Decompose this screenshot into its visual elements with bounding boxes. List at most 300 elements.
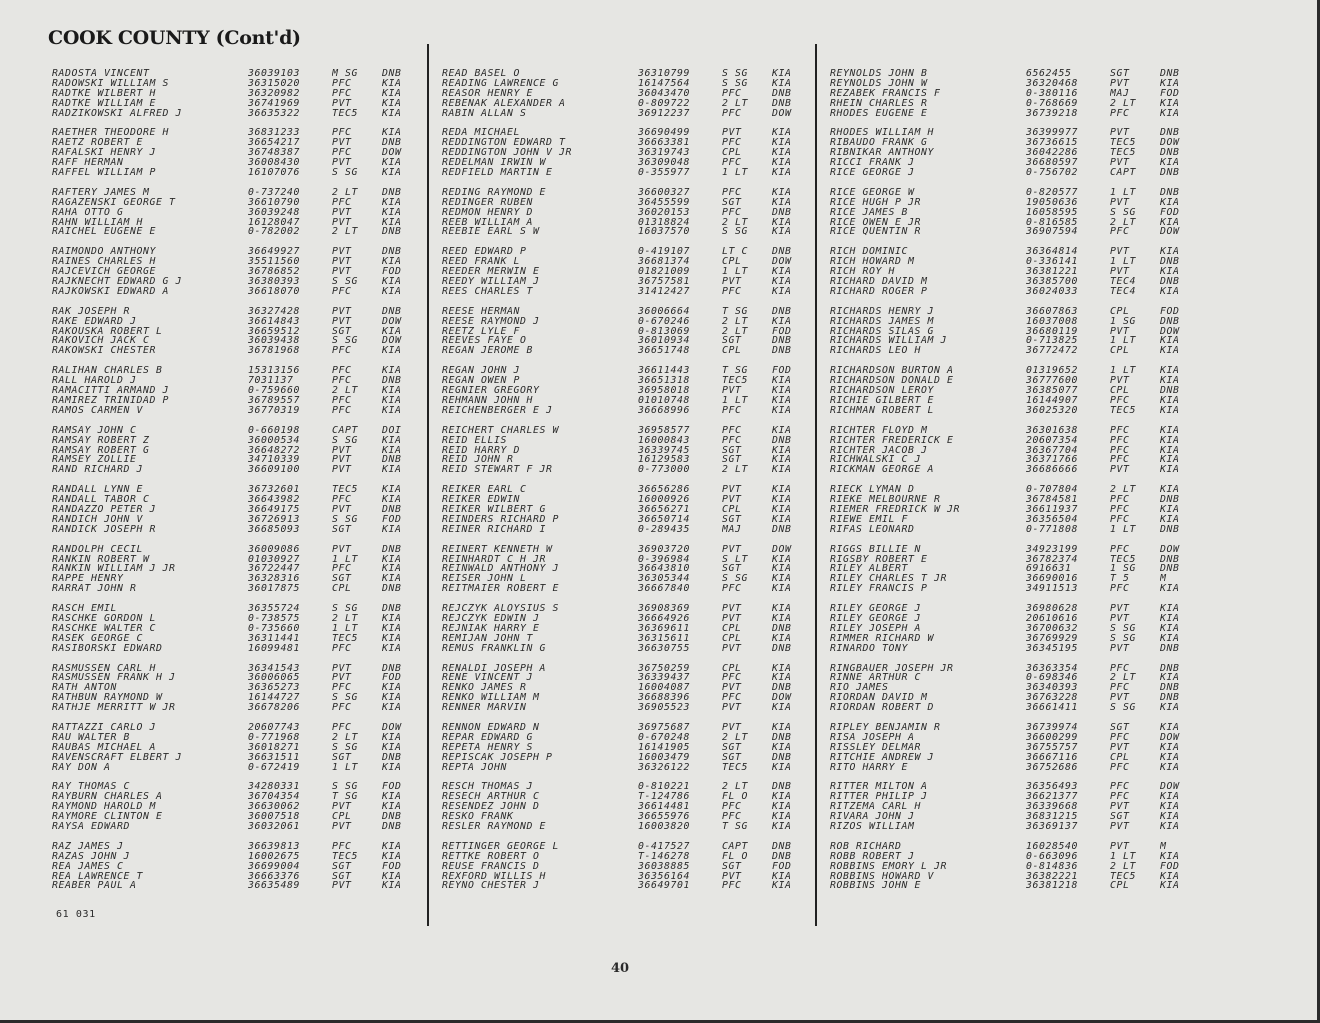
rank: PVT: [722, 604, 742, 614]
roster-entry: [52, 852, 422, 862]
rank: S SG: [332, 435, 358, 446]
rank: S SG: [1110, 623, 1136, 634]
column-divider: [815, 44, 817, 926]
soldier-name: RICE HUGH P JR: [830, 197, 921, 208]
soldier-name: REIKER EDWIN: [442, 495, 520, 505]
rank: PFC: [722, 207, 742, 218]
serial-number: 36643982: [248, 495, 300, 505]
serial-number: 36912237: [638, 108, 690, 119]
serial-number: 36310799: [638, 69, 690, 79]
status: DNB: [1160, 168, 1180, 178]
status: KIA: [772, 286, 792, 297]
rank: 2 LT: [722, 465, 748, 476]
roster-entry: [442, 79, 812, 89]
entry-group: [52, 485, 422, 534]
rank: PVT: [1110, 802, 1130, 813]
status: DNB: [1160, 128, 1180, 139]
rank: CAPT: [1110, 168, 1136, 178]
rank: PFC: [332, 703, 352, 713]
soldier-name: RHODES WILLIAM H: [830, 128, 934, 139]
roster-entry: [830, 664, 1200, 674]
serial-number: 0-670248: [638, 732, 690, 743]
serial-number: 16003479: [638, 752, 690, 763]
serial-number: 36618070: [248, 286, 300, 297]
soldier-name: RISSLEY DELMAR: [830, 742, 921, 753]
entry-group: [442, 366, 812, 415]
serial-number: 36648272: [248, 445, 300, 456]
roster-entry: [830, 386, 1200, 396]
rank: PFC: [1110, 108, 1130, 119]
entry-group: [52, 545, 422, 594]
status: KIA: [382, 485, 402, 496]
rank: TEC5: [332, 485, 358, 496]
roster-entry: [830, 168, 1200, 178]
roster-entry: [830, 69, 1200, 79]
soldier-name: RIORDAN ROBERT D: [830, 703, 934, 713]
serial-number: 20607743: [248, 722, 300, 733]
serial-number: 36630755: [638, 643, 690, 654]
rank: PFC: [722, 881, 742, 892]
status: FOD: [772, 366, 792, 377]
serial-number: 36786852: [248, 267, 300, 278]
status: KIA: [772, 564, 792, 575]
roster-entry: [52, 168, 422, 178]
soldier-name: REICHERT CHARLES W: [442, 425, 559, 436]
serial-number: 36385700: [1026, 277, 1078, 287]
status: KIA: [1160, 286, 1180, 297]
soldier-name: RAYBURN CHARLES A: [52, 792, 163, 803]
soldier-name: RAMSAY ROBERT G: [52, 445, 150, 456]
serial-number: 36649175: [248, 504, 300, 515]
roster-entry: [830, 545, 1200, 555]
rank: PFC: [722, 673, 742, 684]
soldier-name: RHEIN CHARLES R: [830, 98, 928, 109]
roster-entry: [830, 158, 1200, 168]
rank: PFC: [722, 584, 742, 595]
status: KIA: [772, 792, 792, 803]
roster-entry: [830, 376, 1200, 386]
entry-group: [442, 604, 812, 653]
soldier-name: RENE VINCENT J: [442, 673, 533, 684]
serial-number: 16000843: [638, 435, 690, 446]
soldier-name: REED FRANK L: [442, 257, 520, 268]
rank: PFC: [332, 78, 352, 89]
soldier-name: RAICHEL EUGENE E: [52, 227, 156, 238]
rank: 2 LT: [1110, 217, 1136, 228]
status: DOW: [772, 544, 792, 555]
entry-group: [830, 485, 1200, 534]
serial-number: 36663376: [248, 871, 300, 882]
soldier-name: RITO HARRY E: [830, 762, 908, 773]
roster-entry: [52, 881, 422, 891]
soldier-name: REETZ LYLE F: [442, 326, 520, 337]
roster-entry: [830, 624, 1200, 634]
status: DNB: [772, 782, 792, 793]
roster-entry: [442, 802, 812, 812]
rank: PVT: [1110, 613, 1130, 624]
serial-number: 36600327: [638, 187, 690, 198]
roster-entry: [830, 267, 1200, 277]
rank: PVT: [332, 247, 352, 258]
serial-number: 0-417527: [638, 841, 690, 852]
roster-entry: [830, 782, 1200, 792]
soldier-name: ROBBINS JOHN E: [830, 881, 921, 892]
status: KIA: [382, 643, 402, 654]
status: KIA: [1160, 881, 1180, 892]
soldier-name: RIMMER RICHARD W: [830, 633, 934, 644]
serial-number: 36690499: [638, 128, 690, 139]
rank: 1 LT: [332, 623, 358, 634]
soldier-name: REEVES FAYE O: [442, 336, 527, 347]
status: KIA: [382, 564, 402, 575]
serial-number: 36305344: [638, 574, 690, 585]
roster-entry: [52, 584, 422, 594]
serial-number: 36748387: [248, 148, 300, 159]
roster-entry: [52, 802, 422, 812]
roster-entry: [442, 872, 812, 882]
serial-number: 0-396984: [638, 554, 690, 565]
rank: SGT: [332, 752, 352, 763]
rank: PVT: [1110, 247, 1130, 258]
soldier-name: RIBAUDO FRANK G: [830, 138, 928, 149]
status: DOW: [1160, 732, 1180, 743]
soldier-name: RILEY ALBERT: [830, 564, 908, 575]
soldier-name: RITZEMA CARL H: [830, 802, 921, 813]
serial-number: 36038885: [638, 861, 690, 872]
status: DNB: [1160, 386, 1180, 396]
soldier-name: REXFORD WILLIS H: [442, 871, 546, 882]
serial-number: 20610616: [1026, 613, 1078, 624]
status: DOI: [382, 425, 402, 436]
page-title: COOK COUNTY (Cont'd): [48, 27, 301, 49]
rank: M SG: [332, 69, 358, 79]
soldier-name: RADTKE WILLIAM E: [52, 98, 156, 109]
serial-number: 36018271: [248, 742, 300, 753]
roster-entry: [442, 366, 812, 376]
roster-entry: [442, 812, 812, 822]
serial-number: 16099481: [248, 643, 300, 654]
serial-number: 16129583: [638, 455, 690, 466]
serial-number: 36315611: [638, 633, 690, 644]
roster-entry: [442, 406, 812, 416]
status: KIA: [772, 227, 792, 238]
roster-entry: [52, 138, 422, 148]
serial-number: 0-771968: [248, 732, 300, 743]
roster-entry: [830, 862, 1200, 872]
roster-entry: [830, 852, 1200, 862]
soldier-name: RILEY FRANCIS P: [830, 584, 928, 595]
roster-entry: [52, 763, 422, 773]
status: DNB: [382, 752, 402, 763]
serial-number: 16037008: [1026, 316, 1078, 327]
roster-entry: [830, 693, 1200, 703]
status: FOD: [382, 782, 402, 793]
serial-number: 01319652: [1026, 366, 1078, 377]
roster-entry: [52, 792, 422, 802]
rank: 2 LT: [1110, 98, 1136, 109]
rank: PFC: [1110, 495, 1130, 505]
serial-number: 36905523: [638, 703, 690, 713]
status: KIA: [772, 673, 792, 684]
status: DNB: [1160, 148, 1180, 159]
roster-entry: [52, 545, 422, 555]
soldier-name: REINDERS RICHARD P: [442, 514, 559, 525]
status: DNB: [382, 455, 402, 466]
soldier-name: REDELMAN IRWIN W: [442, 158, 546, 169]
rank: MAJ: [722, 524, 742, 535]
roster-entry: [52, 327, 422, 337]
rank: SGT: [722, 197, 742, 208]
soldier-name: RAYSA EDWARD: [52, 822, 130, 832]
rank: PFC: [332, 722, 352, 733]
entry-group: [830, 545, 1200, 594]
soldier-name: RANKIN WILLIAM J JR: [52, 564, 176, 575]
roster-entry: [830, 584, 1200, 594]
status: KIA: [1160, 336, 1180, 347]
serial-number: 0-670246: [638, 316, 690, 327]
roster-entry: [52, 99, 422, 109]
serial-number: 36763228: [1026, 693, 1078, 704]
serial-number: 36009086: [248, 544, 300, 555]
status: KIA: [1160, 445, 1180, 456]
soldier-name: RILEY CHARLES T JR: [830, 574, 947, 585]
soldier-name: RENKO JAMES R: [442, 683, 527, 694]
serial-number: 36678206: [248, 703, 300, 713]
rank: PVT: [332, 881, 352, 892]
rank: CPL: [1110, 306, 1130, 317]
serial-number: 36757581: [638, 277, 690, 287]
rank: PFC: [1110, 395, 1130, 406]
rank: PFC: [1110, 504, 1130, 515]
rank: PVT: [332, 504, 352, 515]
soldier-name: REGAN OWEN P: [442, 376, 520, 387]
status: KIA: [772, 197, 792, 208]
roster-entry: [52, 406, 422, 416]
rank: PVT: [332, 217, 352, 228]
soldier-name: RAY DON A: [52, 762, 111, 773]
status: KIA: [772, 604, 792, 614]
serial-number: 0-355977: [638, 168, 690, 178]
rank: T SG: [332, 792, 358, 803]
roster-entry: [52, 79, 422, 89]
roster-entry: [52, 89, 422, 99]
soldier-name: REIKER EARL C: [442, 485, 527, 496]
entry-group: [830, 247, 1200, 296]
roster-entry: [442, 842, 812, 852]
rank: PFC: [1110, 544, 1130, 555]
roster-entry: [830, 287, 1200, 297]
serial-number: 36664926: [638, 613, 690, 624]
entry-group: [52, 842, 422, 891]
roster-entry: [830, 406, 1200, 416]
roster-entry: [442, 99, 812, 109]
soldier-name: RAIMONDO ANTHONY: [52, 247, 156, 258]
roster-entry: [442, 564, 812, 574]
entry-group: [52, 69, 422, 118]
serial-number: 36610790: [248, 197, 300, 208]
soldier-name: REJNIAK HARRY E: [442, 623, 540, 634]
roster-entry: [830, 604, 1200, 614]
roster-entry: [442, 317, 812, 327]
soldier-name: RANDALL TABOR C: [52, 495, 150, 505]
roster-entry: [442, 763, 812, 773]
serial-number: 36650714: [638, 514, 690, 525]
soldier-name: ROBBINS EMORY L JR: [830, 861, 947, 872]
serial-number: 36680597: [1026, 158, 1078, 169]
status: KIA: [772, 217, 792, 228]
rank: S SG: [332, 782, 358, 793]
rank: SGT: [332, 871, 352, 882]
soldier-name: RAPPE HENRY: [52, 574, 124, 585]
rank: PVT: [722, 544, 742, 555]
roster-entry: [442, 525, 812, 535]
serial-number: 34280331: [248, 782, 300, 793]
soldier-name: REINHARDT C H JR: [442, 554, 546, 565]
soldier-name: REED EDWARD P: [442, 247, 527, 258]
rank: 2 LT: [1110, 861, 1136, 872]
serial-number: 16147564: [638, 78, 690, 89]
status: KIA: [1160, 395, 1180, 406]
soldier-name: RANDALL LYNN E: [52, 485, 143, 496]
serial-number: 36339668: [1026, 802, 1078, 813]
roster-entry: [442, 446, 812, 456]
soldier-name: ROB RICHARD: [830, 841, 902, 852]
soldier-name: RICHARDSON LEROY: [830, 386, 934, 396]
serial-number: 36614843: [248, 316, 300, 327]
roster-entry: [52, 673, 422, 683]
soldier-name: REYNO CHESTER J: [442, 881, 540, 892]
status: DOW: [382, 336, 402, 347]
status: DNB: [382, 504, 402, 515]
status: KIA: [772, 504, 792, 515]
status: DNB: [382, 138, 402, 149]
roster-entry: [52, 782, 422, 792]
serial-number: 0-820577: [1026, 187, 1078, 198]
serial-number: 01821009: [638, 267, 690, 278]
roster-entry: [830, 465, 1200, 475]
status: DNB: [382, 822, 402, 832]
soldier-name: RETTINGER GEORGE L: [442, 841, 559, 852]
rank: PFC: [332, 683, 352, 694]
rank: PFC: [722, 812, 742, 822]
rank: SGT: [722, 445, 742, 456]
roster-entry: [442, 148, 812, 158]
roster-entry: [52, 109, 422, 119]
rank: PFC: [332, 841, 352, 852]
rank: PFC: [1110, 683, 1130, 694]
roster-entry: [830, 327, 1200, 337]
rank: 2 LT: [722, 326, 748, 337]
roster-entry: [830, 446, 1200, 456]
roster-entry: [52, 872, 422, 882]
soldier-name: REGAN JEROME B: [442, 346, 533, 357]
roster-entry: [830, 89, 1200, 99]
status: FOD: [382, 673, 402, 684]
status: KIA: [1160, 405, 1180, 416]
soldier-name: RANDOLPH CECIL: [52, 544, 143, 555]
rank: CPL: [722, 623, 742, 634]
soldier-name: RIEMER FREDRICK W JR: [830, 504, 960, 515]
soldier-name: RICHARDS SILAS G: [830, 326, 934, 337]
roster-entry: [830, 138, 1200, 148]
serial-number: 36319743: [638, 148, 690, 159]
soldier-name: RICHARDSON BURTON A: [830, 366, 954, 377]
status: KIA: [1160, 435, 1180, 446]
status: KIA: [382, 465, 402, 476]
roster-entry: [52, 366, 422, 376]
soldier-name: REPTA JOHN: [442, 762, 507, 773]
soldier-name: RAMOS CARMEN V: [52, 405, 143, 416]
roster-entry: [830, 426, 1200, 436]
soldier-name: REESE HERMAN: [442, 306, 520, 317]
serial-number: 36700632: [1026, 623, 1078, 634]
entry-group: [52, 188, 422, 237]
soldier-name: REMIJAN JOHN T: [442, 633, 533, 644]
roster-entry: [442, 852, 812, 862]
serial-number: 36364814: [1026, 247, 1078, 258]
rank: SGT: [1110, 812, 1130, 822]
status: KIA: [1160, 633, 1180, 644]
rank: PVT: [1110, 267, 1130, 278]
roster-entry: [52, 753, 422, 763]
soldier-name: RAFFEL WILLIAM P: [52, 168, 156, 178]
serial-number: 36777600: [1026, 376, 1078, 387]
soldier-name: RAKOWSKI CHESTER: [52, 346, 156, 357]
soldier-name: REES CHARLES T: [442, 286, 533, 297]
soldier-name: RICHIE GILBERT E: [830, 395, 934, 406]
soldier-name: RALIHAN CHARLES B: [52, 366, 163, 377]
soldier-name: REID HARRY D: [442, 445, 520, 456]
status: KIA: [382, 98, 402, 109]
status: DNB: [772, 247, 792, 258]
rank: 2 LT: [332, 386, 358, 396]
roster-entry: [830, 555, 1200, 565]
rank: PFC: [1110, 435, 1130, 446]
serial-number: 36382221: [1026, 871, 1078, 882]
serial-number: 36782374: [1026, 554, 1078, 565]
serial-number: 36600299: [1026, 732, 1078, 743]
roster-entry: [830, 336, 1200, 346]
soldier-name: REEB WILLIAM A: [442, 217, 533, 228]
soldier-name: REDDINGTON EDWARD T: [442, 138, 566, 149]
roster-entry: [52, 257, 422, 267]
status: DNB: [772, 207, 792, 218]
soldier-name: REDMON HENRY D: [442, 207, 533, 218]
soldier-name: RAMSAY JOHN C: [52, 425, 137, 436]
roster-entry: [442, 386, 812, 396]
roster-entry: [442, 693, 812, 703]
soldier-name: REPAR EDWARD G: [442, 732, 533, 743]
serial-number: 0-735660: [248, 623, 300, 634]
rank: PVT: [722, 485, 742, 496]
roster-entry: [830, 683, 1200, 693]
soldier-name: RICHARDS HENRY J: [830, 306, 934, 317]
rank: PFC: [332, 286, 352, 297]
soldier-name: RICH DOMINIC: [830, 247, 908, 258]
serial-number: 6562455: [1026, 69, 1072, 79]
roster-entry: [52, 346, 422, 356]
status: KIA: [772, 455, 792, 466]
serial-number: 36704354: [248, 792, 300, 803]
serial-number: 36380393: [248, 277, 300, 287]
serial-number: 34710339: [248, 455, 300, 466]
serial-number: 36356164: [638, 871, 690, 882]
soldier-name: READ BASEL O: [442, 69, 520, 79]
status: DOW: [772, 693, 792, 704]
soldier-name: RILEY GEORGE J: [830, 604, 921, 614]
serial-number: 36320982: [248, 88, 300, 99]
serial-number: 36326122: [638, 762, 690, 773]
